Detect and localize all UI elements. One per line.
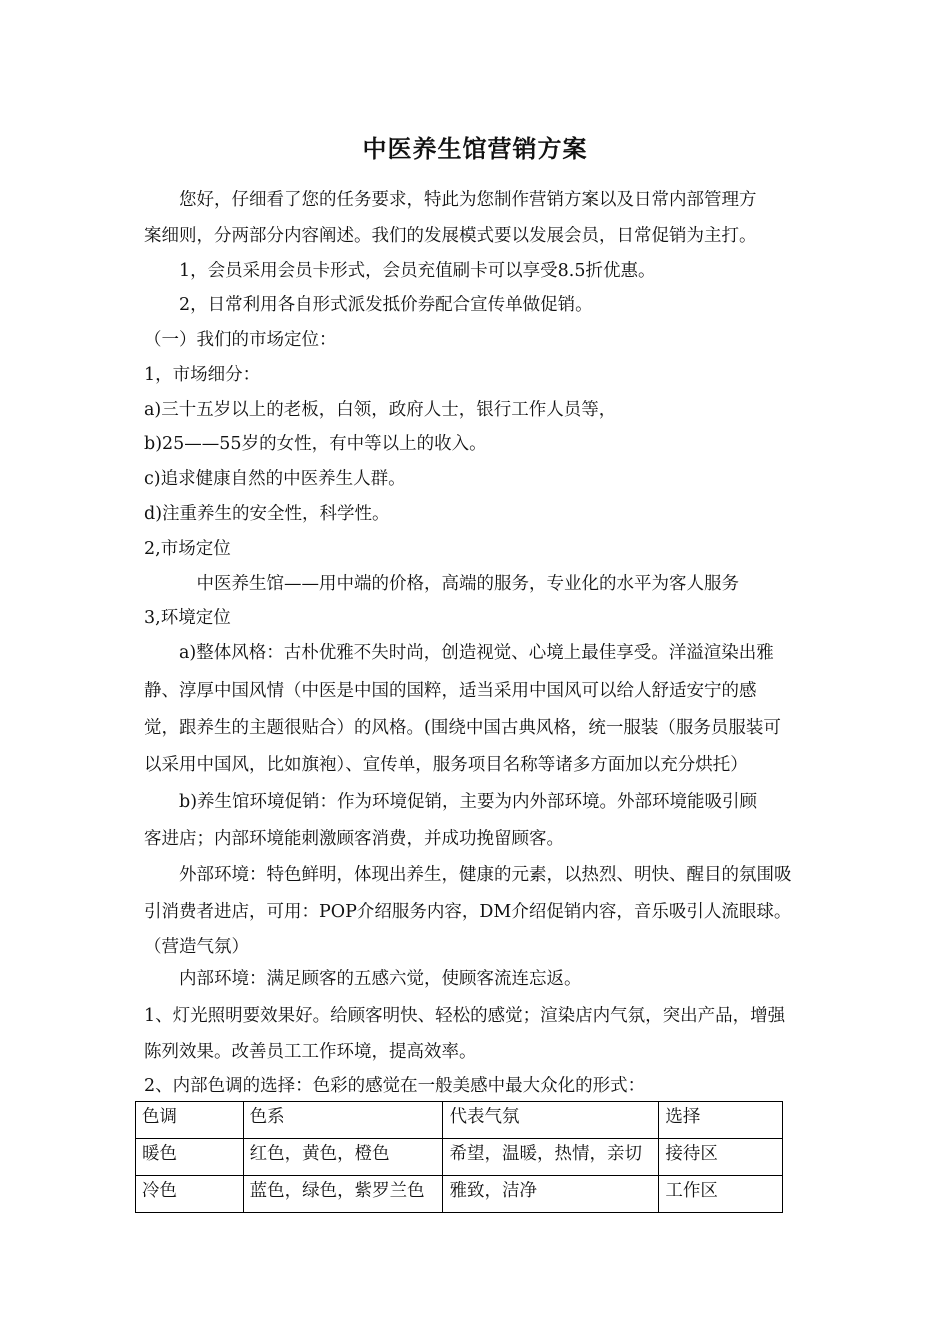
subsection-heading: 3,环境定位 bbox=[144, 608, 231, 628]
table-cell: 暖色 bbox=[136, 1139, 244, 1176]
paragraph-line: （营造气氛） bbox=[144, 937, 249, 957]
paragraph-line: 1，会员采用会员卡形式，会员充值刷卡可以享受8.5折优惠。 bbox=[144, 261, 656, 281]
paragraph-line: a)整体风格：古朴优雅不失时尚，创造视觉、心境上最佳享受。洋溢渲染出雅 bbox=[144, 643, 774, 663]
paragraph-line: 2，日常利用各自形式派发抵价券配合宣传单做促销。 bbox=[144, 295, 593, 315]
paragraph-line: 1、灯光照明要效果好。给顾客明快、轻松的感觉；渲染店内气氛，突出产品，增强 bbox=[144, 1006, 786, 1026]
paragraph-line: 以采用中国风，比如旗袍）、宣传单，服务项目名称等诸多方面加以充分烘托） bbox=[144, 755, 748, 775]
table-cell: 代表气氛 bbox=[443, 1102, 659, 1139]
document-title: 中医养生馆营销方案 bbox=[362, 134, 588, 163]
table-header-row bbox=[136, 1102, 783, 1139]
table-cell: 选择 bbox=[659, 1102, 783, 1139]
subsection-heading: 2,市场定位 bbox=[144, 539, 231, 559]
table-cell: 色系 bbox=[243, 1102, 443, 1139]
table-cell: 蓝色，绿色，紫罗兰色 bbox=[243, 1176, 443, 1213]
list-item: b)25——55岁的女性，有中等以上的收入。 bbox=[144, 434, 487, 454]
table-cell: 雅致，洁净 bbox=[443, 1176, 659, 1213]
list-item: c)追求健康自然的中医养生人群。 bbox=[144, 469, 406, 489]
table-cell: 希望，温暖，热情，亲切 bbox=[443, 1139, 659, 1176]
paragraph-line: 内部环境：满足顾客的五感六觉，使顾客流连忘返。 bbox=[144, 969, 582, 989]
table-cell: 红色，黄色，橙色 bbox=[243, 1139, 443, 1176]
paragraph-line: 引消费者进店，可用：POP介绍服务内容，DM介绍促销内容，音乐吸引人流眼球。 bbox=[144, 902, 792, 922]
table-row bbox=[136, 1176, 783, 1213]
table-cell: 冷色 bbox=[136, 1176, 244, 1213]
section-heading: （一）我们的市场定位： bbox=[144, 330, 337, 350]
paragraph-line: 静、淳厚中国风情（中医是中国的国粹，适当采用中国风可以给人舒适安宁的感 bbox=[144, 681, 757, 701]
subsection-heading: 1，市场细分： bbox=[144, 365, 261, 385]
paragraph-line: 您好，仔细看了您的任务要求，特此为您制作营销方案以及日常内部管理方 bbox=[144, 190, 757, 210]
paragraph-line: 陈列效果。改善员工工作环境，提高效率。 bbox=[144, 1042, 477, 1062]
paragraph-line: 案细则，分两部分内容阐述。我们的发展模式要以发展会员，日常促销为主打。 bbox=[144, 226, 757, 246]
paragraph-line: 2、内部色调的选择：色彩的感觉在一般美感中最大众化的形式： bbox=[144, 1076, 646, 1096]
list-item: a)三十五岁以上的老板，白领，政府人士，银行工作人员等， bbox=[144, 400, 617, 420]
paragraph-line: 客进店；内部环境能刺激顾客消费，并成功挽留顾客。 bbox=[144, 829, 564, 849]
paragraph-line: b)养生馆环境促销：作为环境促销，主要为内外部环境。外部环境能吸引顾 bbox=[144, 792, 758, 812]
table-cell: 接待区 bbox=[659, 1139, 783, 1176]
paragraph-line: 中医养生馆——用中端的价格，高端的服务，专业化的水平为客人服务 bbox=[144, 574, 739, 594]
table-row bbox=[136, 1139, 783, 1176]
paragraph-line: 外部环境：特色鲜明，体现出养生，健康的元素，以热烈、明快、醒目的氛围吸 bbox=[144, 865, 792, 885]
paragraph-line: 觉，跟养生的主题很贴合）的风格。(围绕中国古典风格，统一服装（服务员服装可 bbox=[144, 718, 781, 738]
table-cell: 工作区 bbox=[659, 1176, 783, 1213]
list-item: d)注重养生的安全性，科学性。 bbox=[144, 504, 390, 524]
color-tone-table bbox=[135, 1101, 783, 1213]
table-cell: 色调 bbox=[136, 1102, 244, 1139]
